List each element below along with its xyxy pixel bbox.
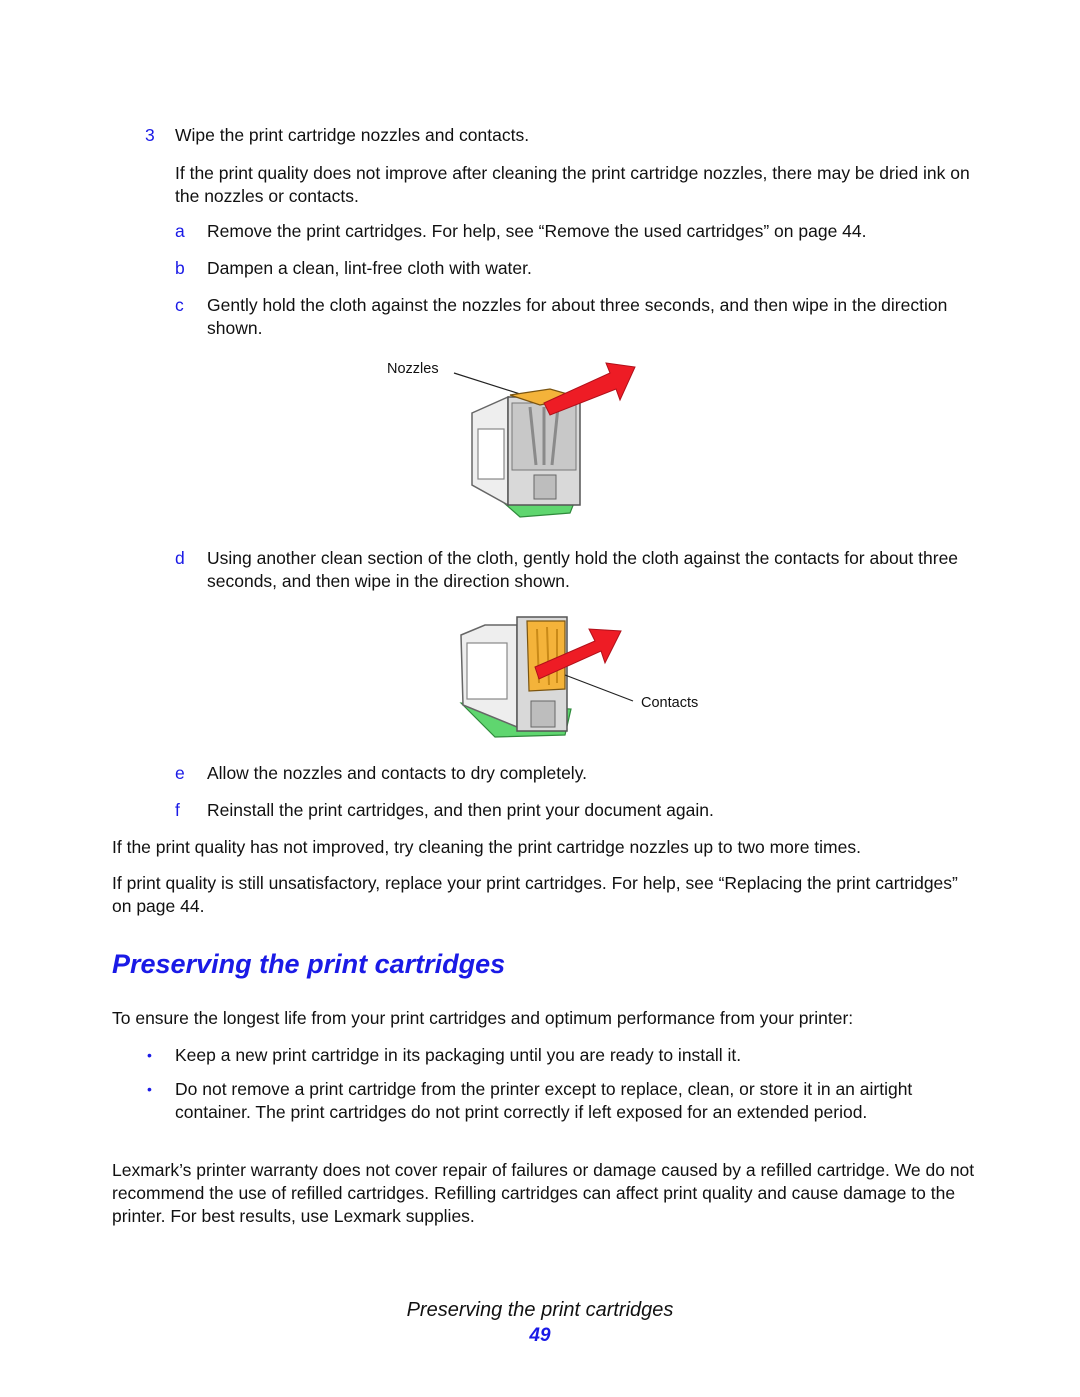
nozzles-cartridge-illustration xyxy=(450,345,650,530)
nozzles-callout-label: Nozzles xyxy=(387,361,439,377)
substep-letter-c: c xyxy=(175,295,184,315)
substep-text-c: Gently hold the cloth against the nozzles for about three seconds, and then wipe in the direction shown. xyxy=(207,295,948,338)
section-intro: To ensure the longest life from your print cartridges and optimum performance from your printer: xyxy=(112,1008,854,1028)
warranty-paragraph: Lexmark’s printer warranty does not cover repair of failures or damage caused by a refilled cartridge. We do not recommend the use of refilled cartridges. Refilling cartridges can affect print quality and cause damage to the printer. For best results, use Lexmark supplies. xyxy=(112,1160,975,1226)
bullet-1-text: Keep a new print cartridge in its packaging until you are ready to install it. xyxy=(175,1045,742,1065)
footer-title: Preserving the print cartridges xyxy=(406,1299,674,1321)
substep-text-e: Allow the nozzles and contacts to dry completely. xyxy=(207,763,588,783)
substep-text-b: Dampen a clean, lint-free cloth with water. xyxy=(207,258,532,278)
step-number: 3 xyxy=(145,125,155,145)
contacts-callout-line xyxy=(565,675,633,701)
paragraph-unsatisfactory: If print quality is still unsatisfactory, replace your print cartridges. For help, see “Replacing the print cartridges” on page 44. xyxy=(112,873,958,916)
paragraph-not-improved: If the print quality has not improved, try cleaning the print cartridge nozzles up to two more times. xyxy=(112,837,861,857)
step-title: Wipe the print cartridge nozzles and contacts. xyxy=(175,125,530,145)
section-heading: Preserving the print cartridges xyxy=(112,949,506,979)
bullet-2-text: Do not remove a print cartridge from the printer except to replace, clean, or store it in an airtight container. The print cartridges do not print correctly if left exposed for an extended period. xyxy=(175,1079,913,1122)
substep-letter-e: e xyxy=(175,763,185,783)
substep-text-a: Remove the print cartridges. For help, see “Remove the used cartridges” on page 44. xyxy=(207,221,867,241)
substep-letter-f: f xyxy=(175,800,180,820)
bullet-1-symbol: • xyxy=(147,1047,152,1063)
substep-text-f: Reinstall the print cartridges, and then print your document again. xyxy=(207,800,714,820)
page-number: 49 xyxy=(529,1325,551,1346)
wipe-direction-arrow xyxy=(544,363,635,415)
substep-text-d: Using another clean section of the cloth, gently hold the cloth against the contacts for about three seconds, and then wipe in the direction shown. xyxy=(207,548,959,591)
substep-letter-b: b xyxy=(175,258,185,278)
contacts-cartridge-illustration xyxy=(455,605,710,745)
contacts-callout-label: Contacts xyxy=(641,695,699,711)
bullet-2-symbol: • xyxy=(147,1081,152,1097)
substep-letter-a: a xyxy=(175,221,185,241)
substep-letter-d: d xyxy=(175,548,185,568)
step-intro: If the print quality does not improve after cleaning the print cartridge nozzles, there may be dried ink on the nozzles or contacts. xyxy=(175,163,970,206)
